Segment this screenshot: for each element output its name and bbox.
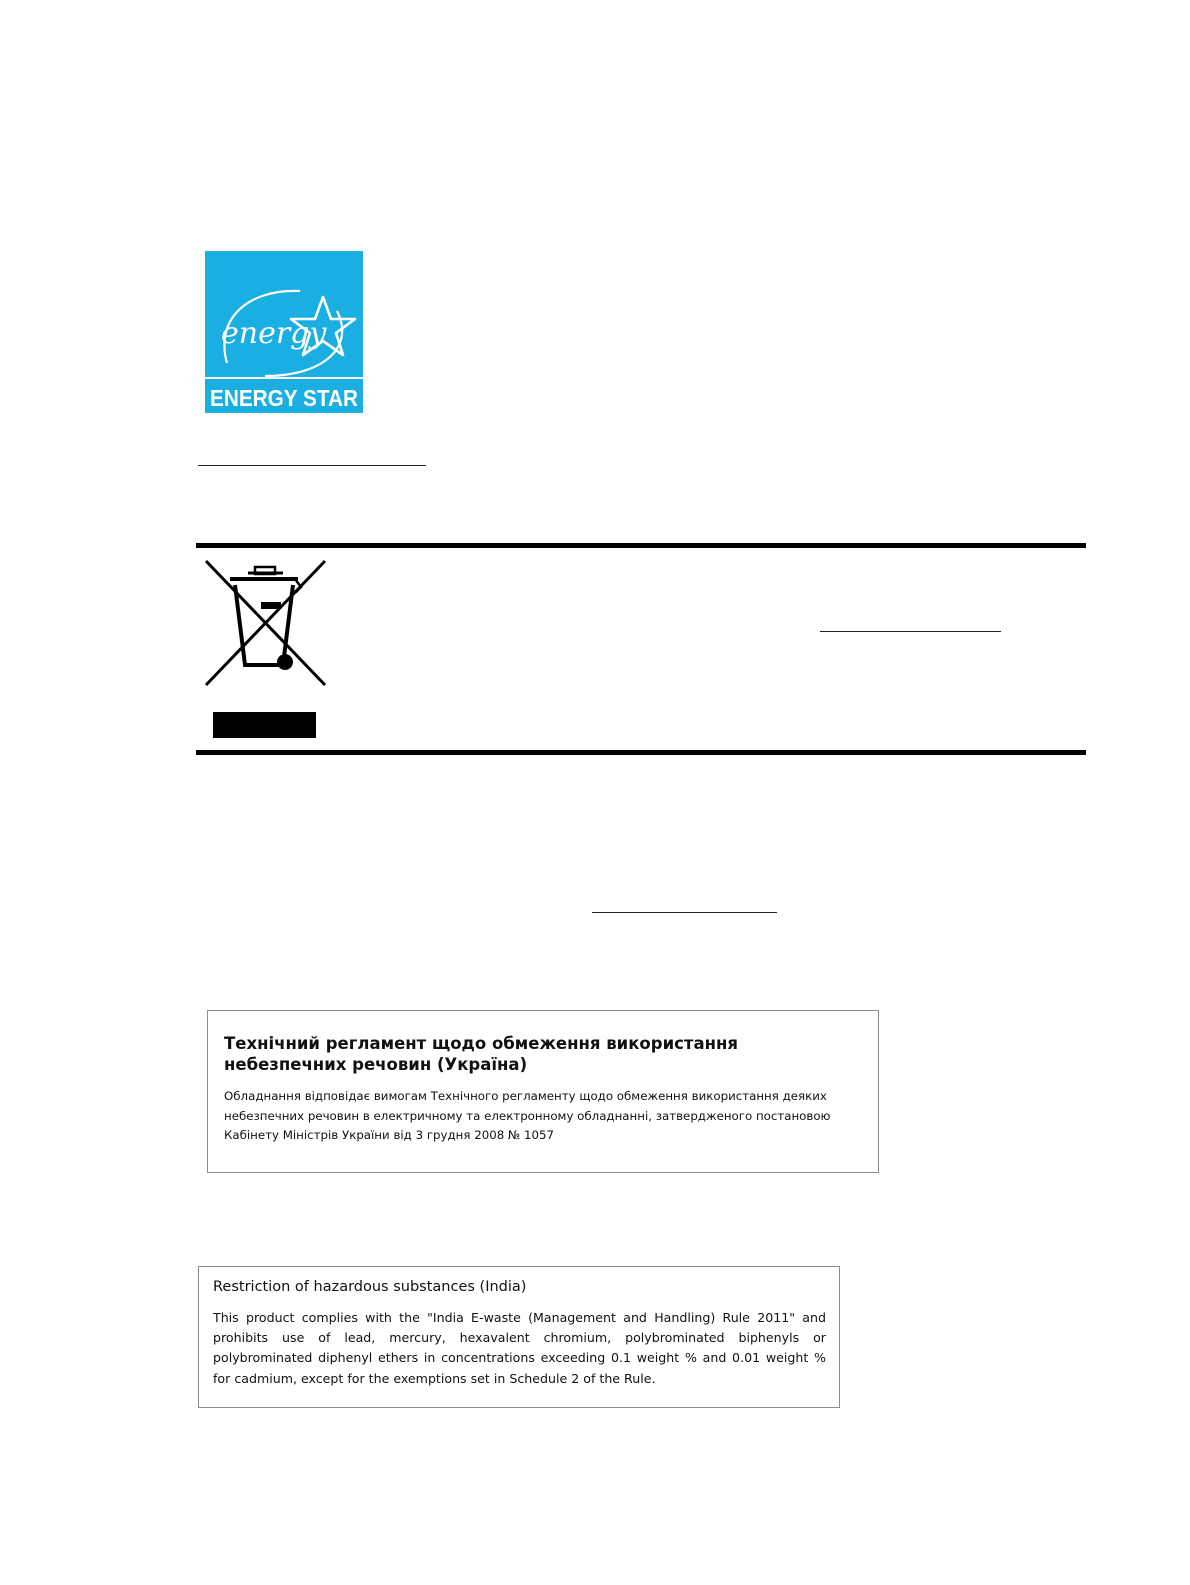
india-notice-body: This product complies with the "India E-waste (Management and Handling) Rule 2011" and prohibits use of lead, mercury, hexavalent chromium, polybrominated biphenyls or polybrominated diphenyl ethers in concentrations exceeding 0.1 weight % and 0.01 weight % for cadmium, except for the exemptions set in Schedule 2 of the Rule. <box>213 1310 826 1386</box>
weee-bottom-rule <box>196 750 1086 755</box>
ukraine-notice-body: Обладнання відповідає вимогам Технічного регламенту щодо обмеження використання деяких небезпечних речовин в електричному та електронному обладнанні, затвердженого постановою Кабінету Міністрів України від 3 грудня 2008 № 1057 <box>224 1089 831 1142</box>
india-rohs-notice <box>198 1266 840 1408</box>
india-notice-title: Restriction of hazardous substances (India) <box>213 1279 527 1295</box>
ukraine-notice-title: Технічний регламент щодо обмеження використання небезпечних речовин (Україна) <box>224 1034 739 1074</box>
weee-black-bar <box>213 712 316 738</box>
energy-script-text: energy <box>221 316 327 351</box>
energy-star-mark-icon <box>205 251 363 413</box>
crossed-out-wheelie-bin-icon <box>203 557 328 689</box>
energy-star-label: ENERGY STAR <box>210 385 359 411</box>
energy-star-logo <box>205 251 363 413</box>
weee-link[interactable] <box>820 631 1001 632</box>
energy-star-link[interactable] <box>198 465 426 466</box>
weee-top-rule <box>196 543 1086 548</box>
rohs-link[interactable] <box>592 912 777 913</box>
ukraine-rohs-notice <box>207 1010 879 1173</box>
